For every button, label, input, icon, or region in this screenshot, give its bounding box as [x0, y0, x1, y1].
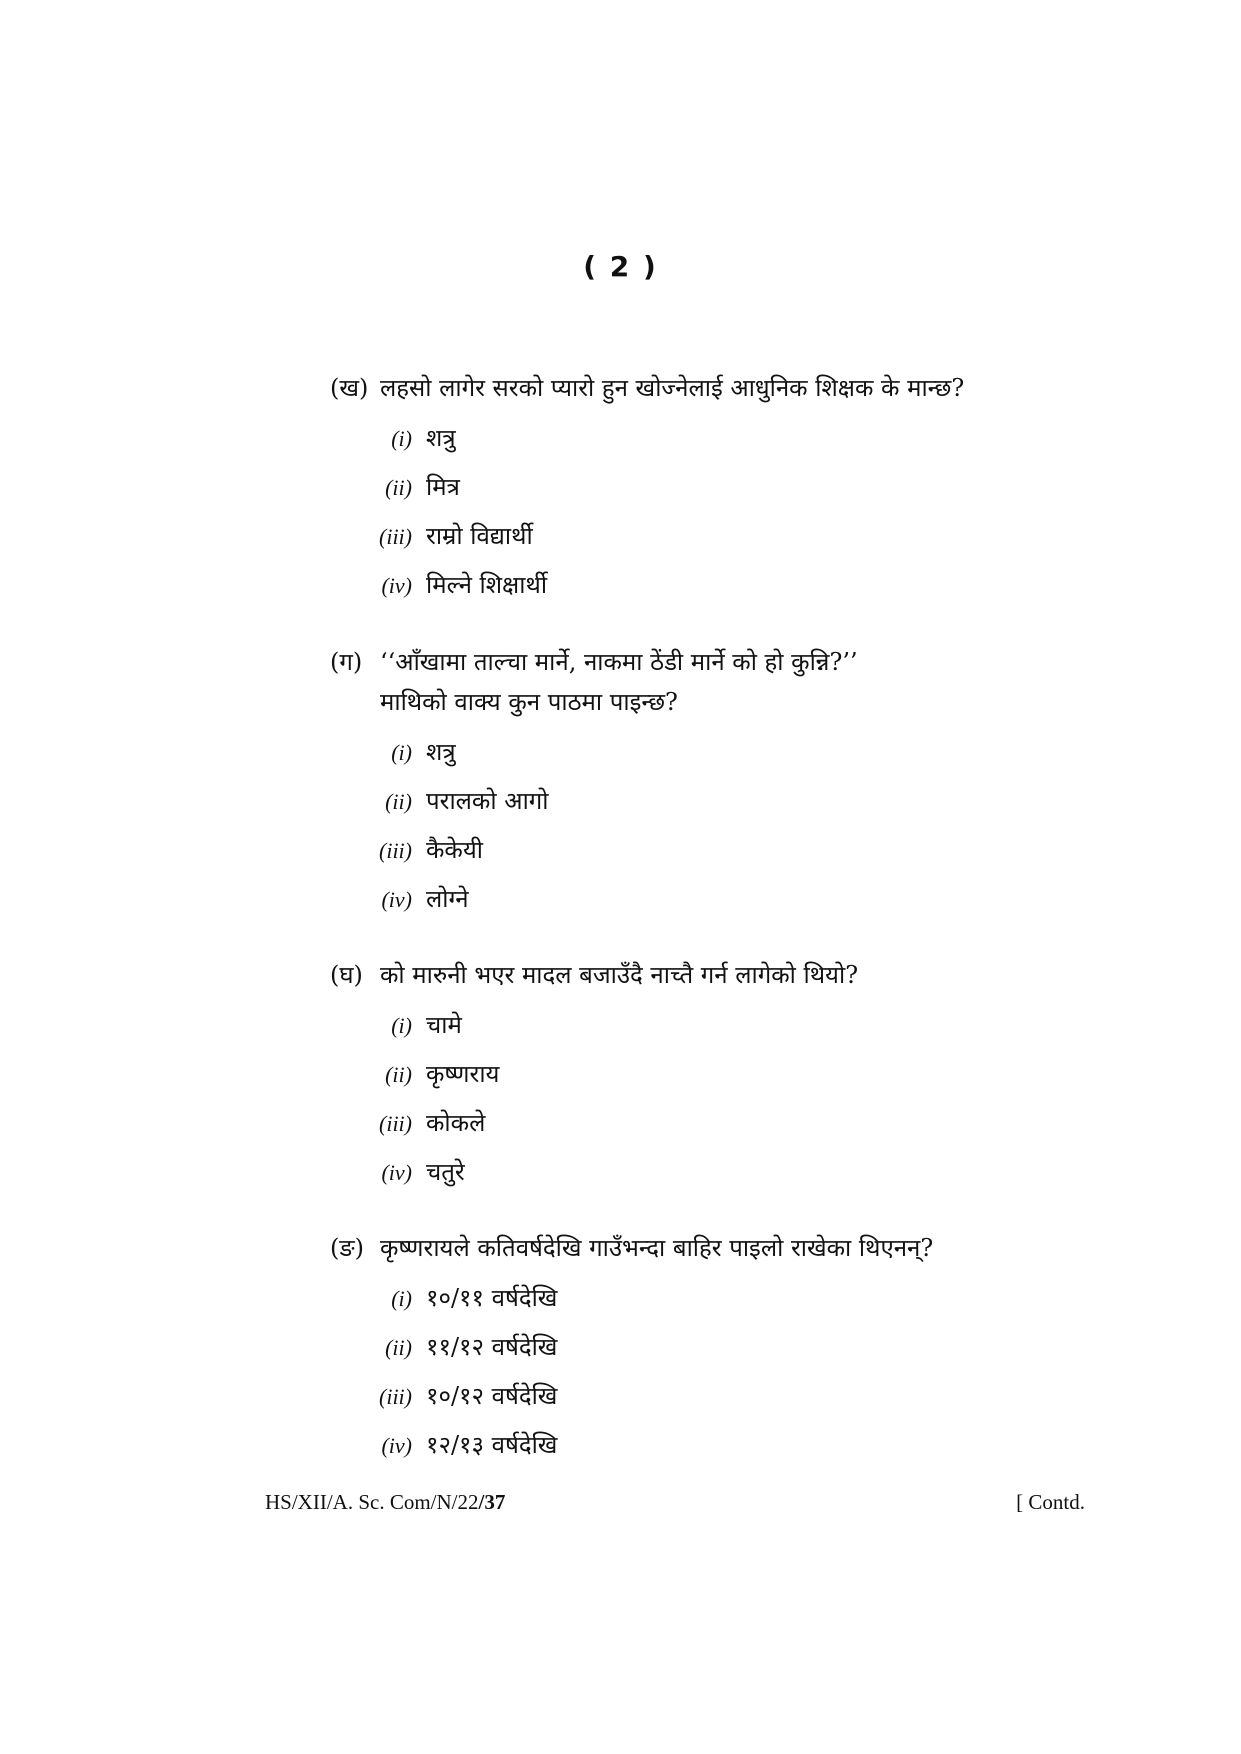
option-text: परालको आगो — [426, 787, 549, 815]
option-text: मिल्ने शिक्षार्थी — [426, 571, 548, 599]
question-text: लहसो लागेर सरको प्यारो हुन खोज्नेलाई आधुनिक शिक्षक के मान्छ? — [380, 374, 965, 402]
option-number: (ii) — [385, 789, 412, 814]
option — [330, 830, 1090, 879]
option — [330, 1103, 1090, 1152]
option — [330, 516, 1090, 565]
option-text: १०/११ वर्षदेखि — [426, 1284, 558, 1312]
question-text: कृष्णरायले कतिवर्षदेखि गाउँभन्दा बाहिर पाइलो राखेका थिएनन्? — [380, 1234, 934, 1262]
option-number: (ii) — [385, 1062, 412, 1087]
question-line — [330, 642, 1090, 682]
question-subtext: माथिको वाक्य कुन पाठमा पाइन्छ? — [380, 688, 678, 716]
option-list — [330, 1278, 1090, 1474]
option-number: (i) — [391, 426, 412, 451]
option-number: (iii) — [379, 1384, 412, 1409]
option — [330, 1005, 1090, 1054]
question-nga — [330, 1228, 1090, 1474]
option-text: राम्रो विद्यार्थी — [426, 522, 533, 550]
question-ga — [330, 642, 1090, 928]
question-number: (ख) — [330, 374, 369, 402]
question-text: ‘‘आँखामा ताल्चा मार्ने, नाकमा ठेंडी मार्ने को हो कुन्नि?’’ — [380, 648, 858, 676]
option-number: (ii) — [385, 1335, 412, 1360]
option — [330, 467, 1090, 516]
option-number: (iv) — [381, 1433, 412, 1458]
option-number: (i) — [391, 1013, 412, 1038]
option-number: (iv) — [381, 887, 412, 912]
option — [330, 1278, 1090, 1327]
option-number: (i) — [391, 740, 412, 765]
option-number: (iii) — [379, 838, 412, 863]
option-text: मित्र — [426, 473, 460, 501]
continued-label: [ Contd. — [1016, 1490, 1085, 1514]
option-text: कैकेयी — [426, 836, 483, 864]
option — [330, 1152, 1090, 1201]
option-text: लोग्ने — [426, 885, 469, 913]
question-number: (घ) — [330, 961, 363, 989]
option — [330, 1054, 1090, 1103]
option-number: (iv) — [381, 573, 412, 598]
option — [330, 1327, 1090, 1376]
option — [330, 418, 1090, 467]
option-text: शत्रु — [426, 424, 456, 452]
option-number: (ii) — [385, 475, 412, 500]
option-text: कृष्णराय — [426, 1060, 500, 1088]
option — [330, 879, 1090, 928]
option — [330, 565, 1090, 614]
option — [330, 1425, 1090, 1474]
option — [330, 732, 1090, 781]
question-text: को मारुनी भएर मादल बजाउँदै नाच्तै गर्न लागेको थियो? — [380, 961, 859, 989]
question-line — [330, 368, 1090, 408]
option-number: (iv) — [381, 1160, 412, 1185]
option-number: (i) — [391, 1286, 412, 1311]
option — [330, 781, 1090, 830]
question-number: (ङ) — [330, 1234, 365, 1262]
question-line — [330, 1228, 1090, 1268]
page-number: ( 2 ) — [583, 250, 658, 283]
paper-code-text: HS/XII/A. Sc. Com/N/22 — [265, 1490, 479, 1514]
option — [330, 1376, 1090, 1425]
question-gha — [330, 955, 1090, 1201]
question-line — [330, 955, 1090, 995]
option-text: कोकले — [426, 1109, 486, 1137]
option-text: १०/१२ वर्षदेखि — [426, 1382, 558, 1410]
option-text: १२/१३ वर्षदेखि — [426, 1431, 558, 1459]
paper-code — [265, 1490, 505, 1515]
option-text: चतुरे — [426, 1158, 465, 1186]
option-text: शत्रु — [426, 738, 456, 766]
paper-code-number: /37 — [478, 1490, 506, 1514]
option-list — [330, 732, 1090, 928]
question-kha — [330, 368, 1090, 614]
option-list — [330, 418, 1090, 614]
question-number: (ग) — [330, 648, 363, 676]
option-text: चामे — [426, 1011, 462, 1039]
option-text: ११/१२ वर्षदेखि — [426, 1333, 558, 1361]
option-number: (iii) — [379, 1111, 412, 1136]
option-number: (iii) — [379, 524, 412, 549]
option-list — [330, 1005, 1090, 1201]
